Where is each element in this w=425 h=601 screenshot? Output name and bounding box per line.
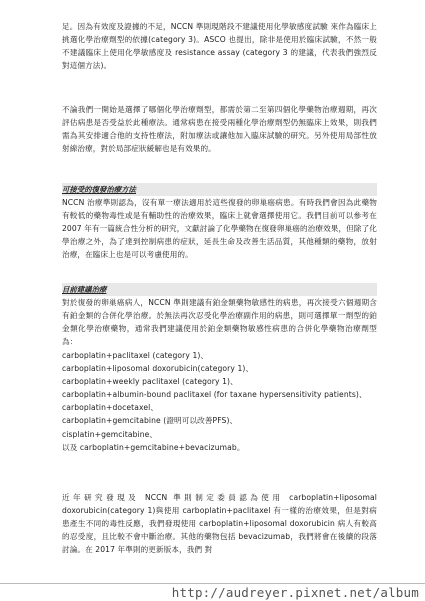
list-item: 以及 carboplatin+gemcitabine+bevacizumab。 — [62, 442, 245, 452]
section-heading-acceptable-treatment: 可接受的復發治療方法 — [62, 183, 377, 196]
paragraph-text: NCCN 治療準則認為，沒有單一療法適用於這些復發的卵巢癌病患。有時我們會因為此藥物有較低的藥物毒性或是有輔助性的治療效果，臨床上就會選擇使用它。我們目前可以參考在 2007 年有一篇統合性分析的研究，文獻討論了化學藥物在復發卵巢癌的治療效果，但除了化學治療之外，為了達到控制病患的症狀，延長生命及改善生活品質，其他種類的藥物，放射治療，在臨床上也是可以考慮使用的。 — [62, 198, 377, 260]
paragraph-text: 對於復發的卵巢癌病人，NCCN 準則建議有鉑金類藥物敏感性的病患，再次接受六個週期含有鉑金類的合併化學治療。於無法再次忍受化學治療副作用的病患，則可選擇單一劑型的鉑金類化學治療藥物，通常我們建議使用於鉑金類藥物敏感性病患的合併化學藥物治療劑型為： — [62, 298, 377, 347]
list-item: carboplatin+weekly paclitaxel (category 1)、 — [62, 377, 238, 387]
paragraph-3 — [62, 196, 377, 261]
paragraph-text: 不論我們一開始是選擇了哪個化學治療劑型，都需於第二至第四個化學藥物治療週期，再次評估病患是否受益於此種療法。通常病患在接受兩種化學治療劑型仍無臨床上效果，則我們需為其安排適合他的支持性療法，附加療法或讓他加入臨床試驗的研究。另外使用局部性放射線治療，對於局部症狀緩解也是有效果的。 — [62, 105, 377, 154]
section-heading-current-recommendation: 目前建議治療 — [62, 283, 377, 296]
paragraph-text: 足。因為有效度及證據的不足，NCCN 準則現階段不建議使用化學敏感度試驗 來作為臨床上挑選化學治療劑型的依據(category 3)。ASCO 也提出，除非是使用於臨床試驗，不然一般不建議臨床上使用化學敏感度及 resistance assay (category 3 的建議，代表我們強烈反對這個方法)。 — [62, 22, 377, 71]
paragraph-text: 近年研究發現及 NCCN 準則制定委員認為使用 carboplatin+liposomal doxorubicin(category 1)與使用 carboplatin+paclitaxel 有一樣的治療效果，但是對病患產生不同的毒性反應，我們發現使用 carboplatin+liposomal doxorubicin 病人有較高的忍受度，且比較不會中斷治療。其他的藥物包括 bevacizumab，我們將會在後續的段落討論。在 2017 年準則的更新版本，我們 對 — [62, 493, 377, 555]
list-item: carboplatin+albumin-bound paclitaxel (for taxane hypersensitivity patients)、 — [62, 390, 367, 400]
list-item: carboplatin+liposomal doxorubicin(category 1)、 — [62, 364, 254, 374]
regimen-list — [62, 349, 377, 454]
watermark-bar — [0, 583, 425, 601]
paragraph-4 — [62, 296, 377, 348]
list-item: cisplatin+gemcitabine、 — [62, 429, 158, 439]
list-item: carboplatin+paclitaxel (category 1)、 — [62, 351, 209, 360]
list-item: carboplatin+docetaxel、 — [62, 403, 159, 413]
paragraph-1 — [62, 20, 377, 72]
list-item: carboplatin+gemcitabine (證明可以改善PFS)、 — [62, 416, 238, 426]
paragraph-2 — [62, 103, 377, 155]
paragraph-5 — [62, 491, 377, 556]
watermark-url: http://audreyer.pixnet.net/album — [171, 585, 419, 600]
